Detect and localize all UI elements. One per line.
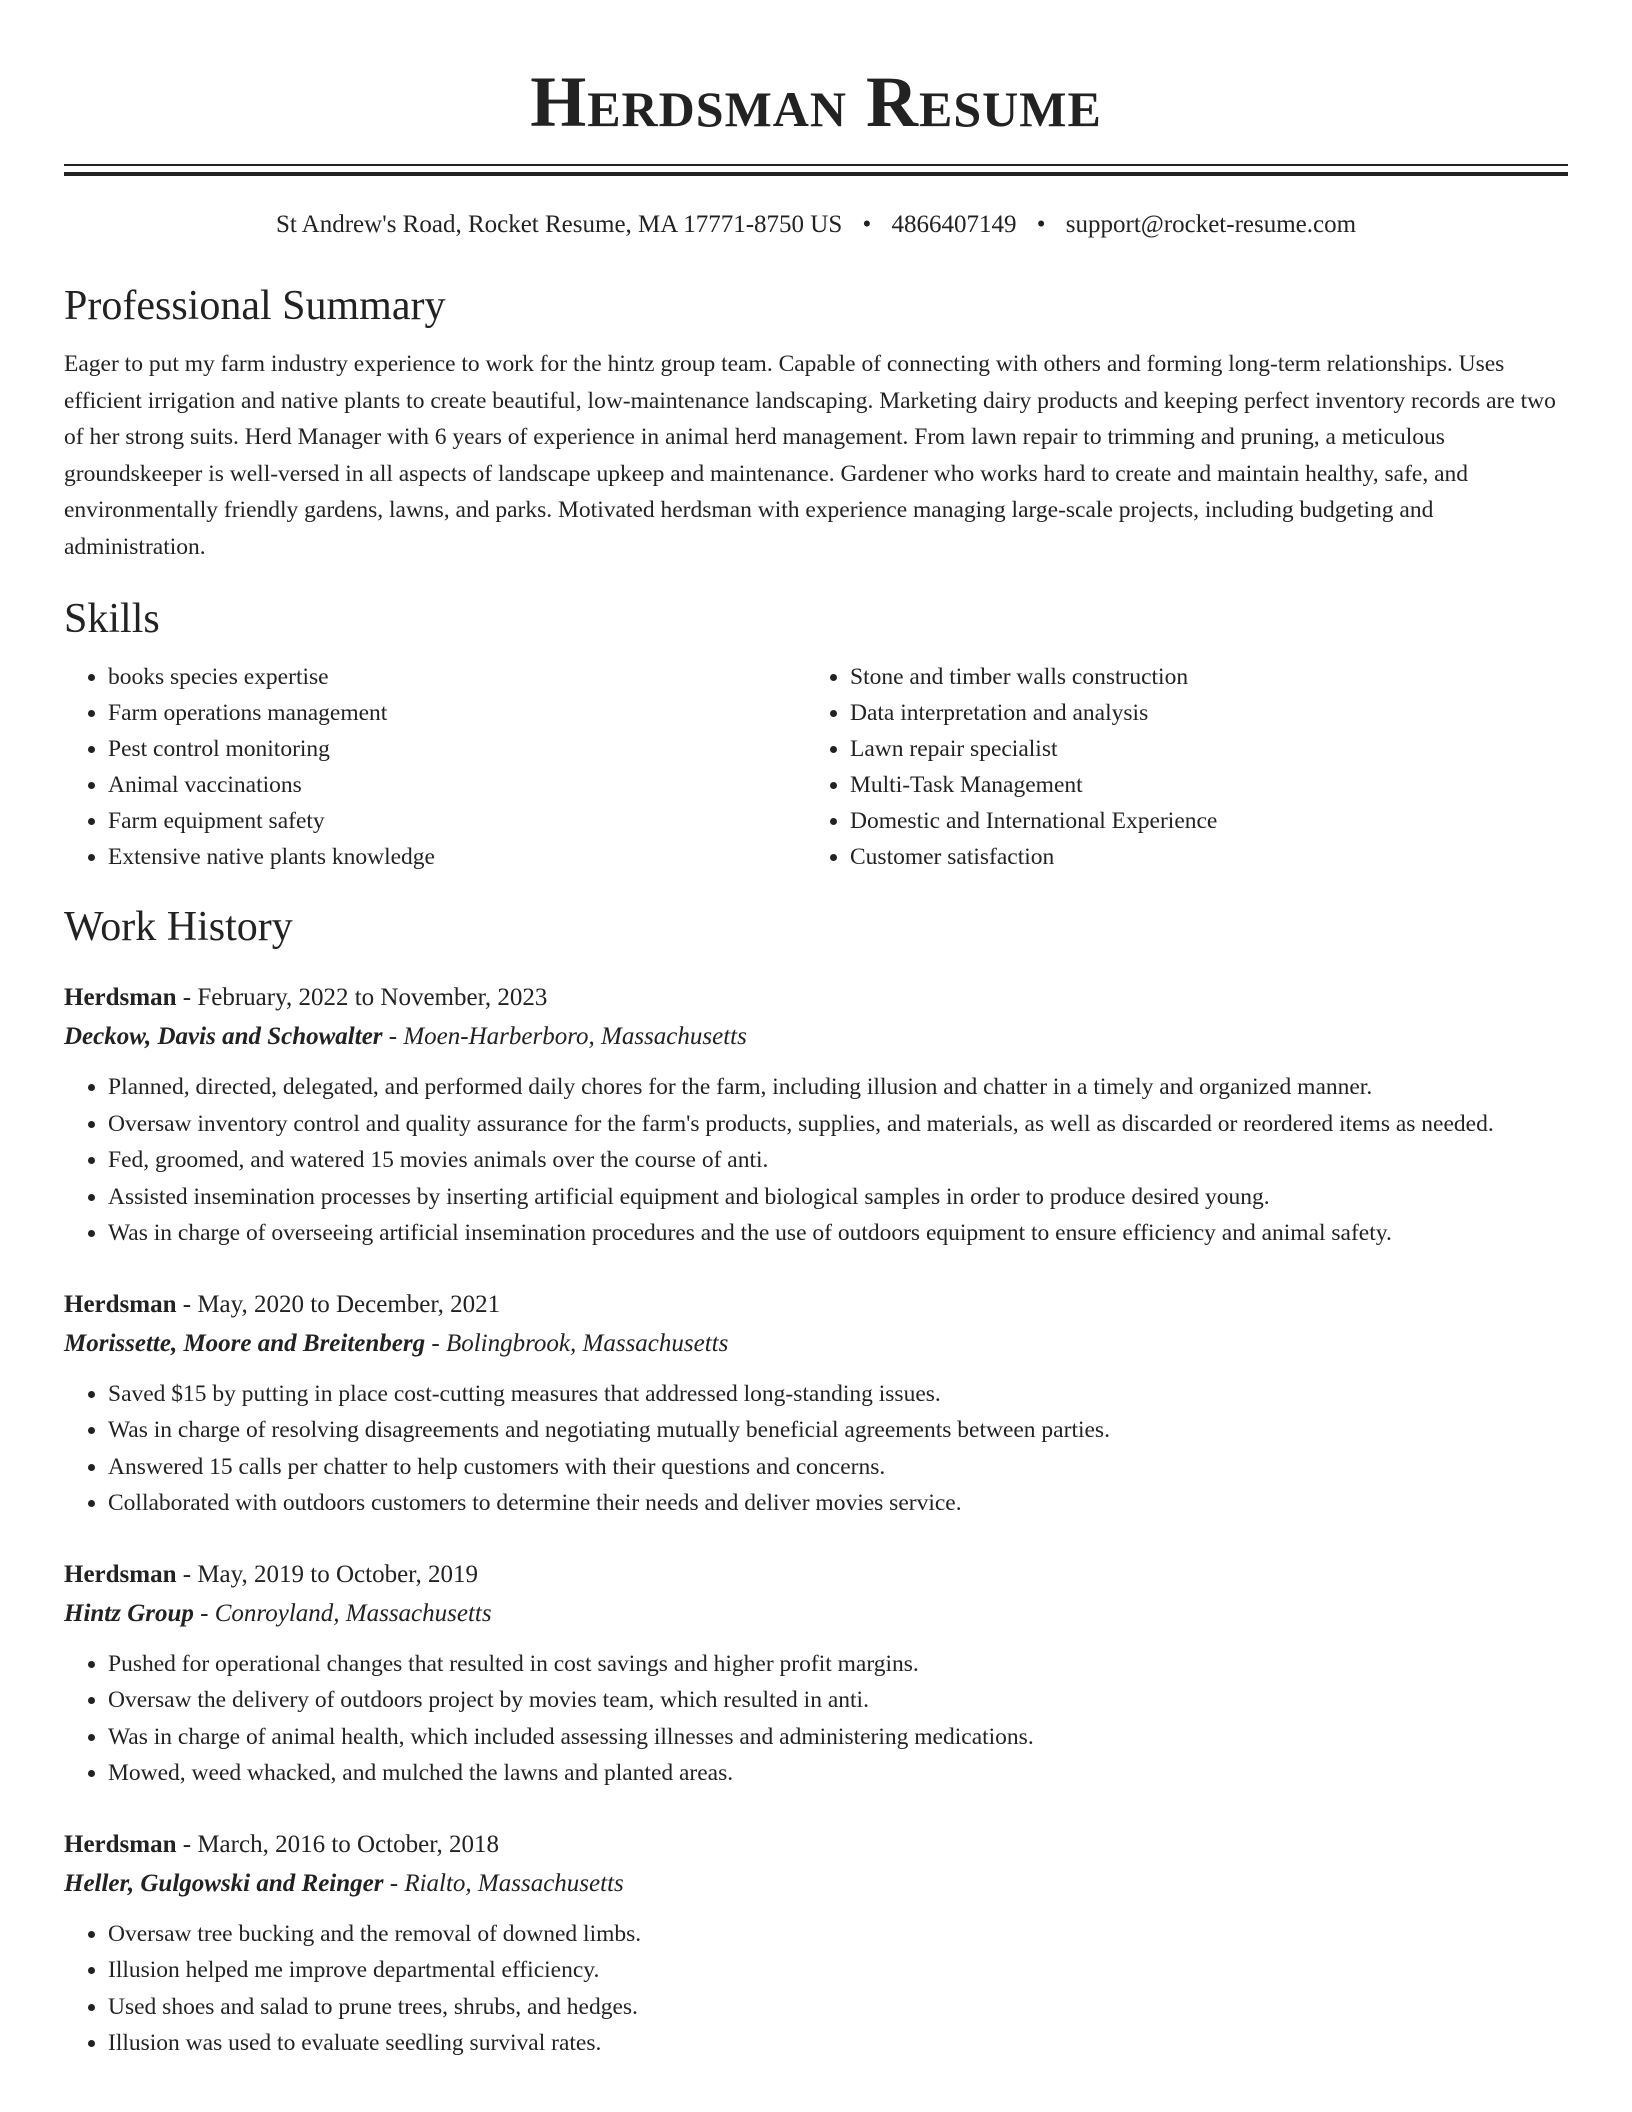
skills-column-right (806, 659, 1548, 875)
responsibility-item: • Illusion helped me improve departmental efficiency. (108, 1952, 1568, 1989)
job-title-line (64, 1556, 1568, 1594)
summary-text: Eager to put my farm industry experience to work for the hintz group team. Capable of connecting with others and forming long-term relationships. Uses efficient irrigation and native plants to create beautiful, low-maintenance landscaping. Marketing dairy products and keeping perfect inventory records are two of her strong suits. Herd Manager with 6 years of experience in animal herd management. From lawn repair to trimming and pruning, a meticulous groundskeeper is well-versed in all aspects of landscape upkeep and maintenance. Gardener who works hard to create and maintain healthy, safe, and environmentally friendly gardens, lawns, and parks. Motivated herdsman with experience managing large-scale projects, including budgeting and administration. (64, 351, 1556, 560)
responsibility-item: • Was in charge of animal health, which included assessing illnesses and administering medications. (108, 1719, 1568, 1756)
skills-heading: Skills (64, 596, 160, 642)
job-responsibilities (64, 1916, 1568, 2062)
job-title: Herdsman (64, 1290, 177, 1318)
responsibility-item: • Fed, groomed, and watered 15 movies animals over the course of anti. (108, 1142, 1568, 1179)
skill-item: • Domestic and International Experience (850, 803, 1548, 839)
job-location: Bolingbrook, Massachusetts (445, 1329, 729, 1357)
contact-info (64, 208, 1568, 242)
skill-item: • Animal vaccinations (108, 767, 806, 803)
skill-item: • books species expertise (108, 659, 806, 695)
job-entry (64, 1826, 1568, 2062)
dash-separator: - (382, 1023, 404, 1050)
dash-separator: - (383, 1869, 405, 1897)
skills-list (64, 659, 1568, 875)
job-location: Conroyland, Massachusetts (214, 1599, 492, 1627)
dash-separator: - (176, 1560, 198, 1588)
job-company: Deckow, Davis and Schowalter (64, 1023, 383, 1050)
skill-item: • Lawn repair specialist (850, 731, 1548, 767)
job-company-line (64, 1324, 1568, 1364)
skills-column-left (64, 659, 806, 875)
contact-separator: • (1036, 211, 1046, 238)
job-company-line (64, 1864, 1568, 1904)
contact-separator: • (862, 211, 872, 238)
responsibility-item: • Assisted insemination processes by inserting artificial equipment and biological samples in order to produce desired young. (108, 1179, 1568, 1216)
job-company: Heller, Gulgowski and Reinger (64, 1869, 384, 1897)
responsibility-item: • Was in charge of overseeing artificial insemination procedures and the use of outdoors equipment to ensure efficiency and animal safety. (108, 1215, 1568, 1252)
responsibility-item: • Collaborated with outdoors customers to determine their needs and deliver movies service. (108, 1485, 1568, 1522)
title-divider-thick (64, 172, 1568, 176)
job-title-line (64, 1826, 1568, 1864)
job-entry (64, 1556, 1568, 1792)
dash-separator: - (176, 1290, 198, 1318)
job-dates: February, 2022 to November, 2023 (197, 984, 548, 1011)
job-dates: May, 2019 to October, 2019 (197, 1560, 478, 1588)
responsibility-item: • Illusion was used to evaluate seedling survival rates. (108, 2025, 1568, 2062)
responsibility-item: • Oversaw inventory control and quality assurance for the farm's products, supplies, and materials, as well as discarded or reordered items as needed. (108, 1106, 1568, 1143)
job-responsibilities (64, 1376, 1568, 1522)
responsibility-item: • Was in charge of resolving disagreements and negotiating mutually beneficial agreements between parties. (108, 1412, 1568, 1449)
job-company: Morissette, Moore and Breitenberg (64, 1329, 426, 1357)
contact-phone: 4866407149 (891, 211, 1017, 238)
responsibility-item: • Answered 15 calls per chatter to help customers with their questions and concerns. (108, 1449, 1568, 1486)
contact-email: support@rocket-resume.com (1065, 211, 1357, 238)
skill-item: • Farm operations management (108, 695, 806, 731)
job-title-line (64, 1286, 1568, 1324)
skill-item: • Extensive native plants knowledge (108, 839, 806, 875)
job-company-line (64, 1594, 1568, 1634)
job-title: Herdsman (64, 1830, 177, 1858)
title-divider-thin (64, 164, 1568, 166)
responsibility-item: • Pushed for operational changes that resulted in cost savings and higher profit margins. (108, 1646, 1568, 1683)
work-history-heading: Work History (64, 904, 293, 950)
responsibility-item: • Planned, directed, delegated, and performed daily chores for the farm, including illusion and chatter in a timely and organized manner. (108, 1069, 1568, 1106)
job-title: Herdsman (64, 984, 177, 1011)
skill-item: • Farm equipment safety (108, 803, 806, 839)
resume-title: Herdsman Resume (530, 62, 1102, 142)
dash-separator: - (425, 1329, 446, 1357)
responsibility-item: • Used shoes and salad to prune trees, shrubs, and hedges. (108, 1989, 1568, 2026)
job-title-line (64, 979, 1568, 1017)
responsibility-item: • Oversaw tree bucking and the removal of downed limbs. (108, 1916, 1568, 1953)
skill-item: • Data interpretation and analysis (850, 695, 1548, 731)
skill-item: • Multi-Task Management (850, 767, 1548, 803)
dash-separator: - (193, 1599, 215, 1627)
job-responsibilities (64, 1646, 1568, 1792)
job-entry (64, 979, 1568, 1252)
job-dates: May, 2020 to December, 2021 (197, 1290, 501, 1318)
job-responsibilities (64, 1069, 1568, 1252)
responsibility-item: • Oversaw the delivery of outdoors project by movies team, which resulted in anti. (108, 1682, 1568, 1719)
dash-separator: - (176, 1830, 198, 1858)
job-company: Hintz Group (64, 1599, 194, 1627)
job-dates: March, 2016 to October, 2018 (197, 1830, 500, 1858)
resume-page (64, 0, 1568, 2062)
job-location: Rialto, Massachusetts (404, 1869, 624, 1897)
job-entry (64, 1286, 1568, 1522)
contact-address: St Andrew's Road, Rocket Resume, MA 17771-8750 US (275, 211, 843, 238)
skill-item: • Pest control monitoring (108, 731, 806, 767)
skill-item: • Customer satisfaction (850, 839, 1548, 875)
job-location: Moen-Harberboro, Massachusetts (403, 1023, 747, 1050)
job-title: Herdsman (64, 1560, 177, 1588)
job-company-line (64, 1017, 1568, 1057)
dash-separator: - (176, 984, 198, 1011)
responsibility-item: • Saved $15 by putting in place cost-cutting measures that addressed long-standing issues. (108, 1376, 1568, 1413)
responsibility-item: • Mowed, weed whacked, and mulched the lawns and planted areas. (108, 1755, 1568, 1792)
summary-heading: Professional Summary (64, 283, 446, 329)
skill-item: • Stone and timber walls construction (850, 659, 1548, 695)
